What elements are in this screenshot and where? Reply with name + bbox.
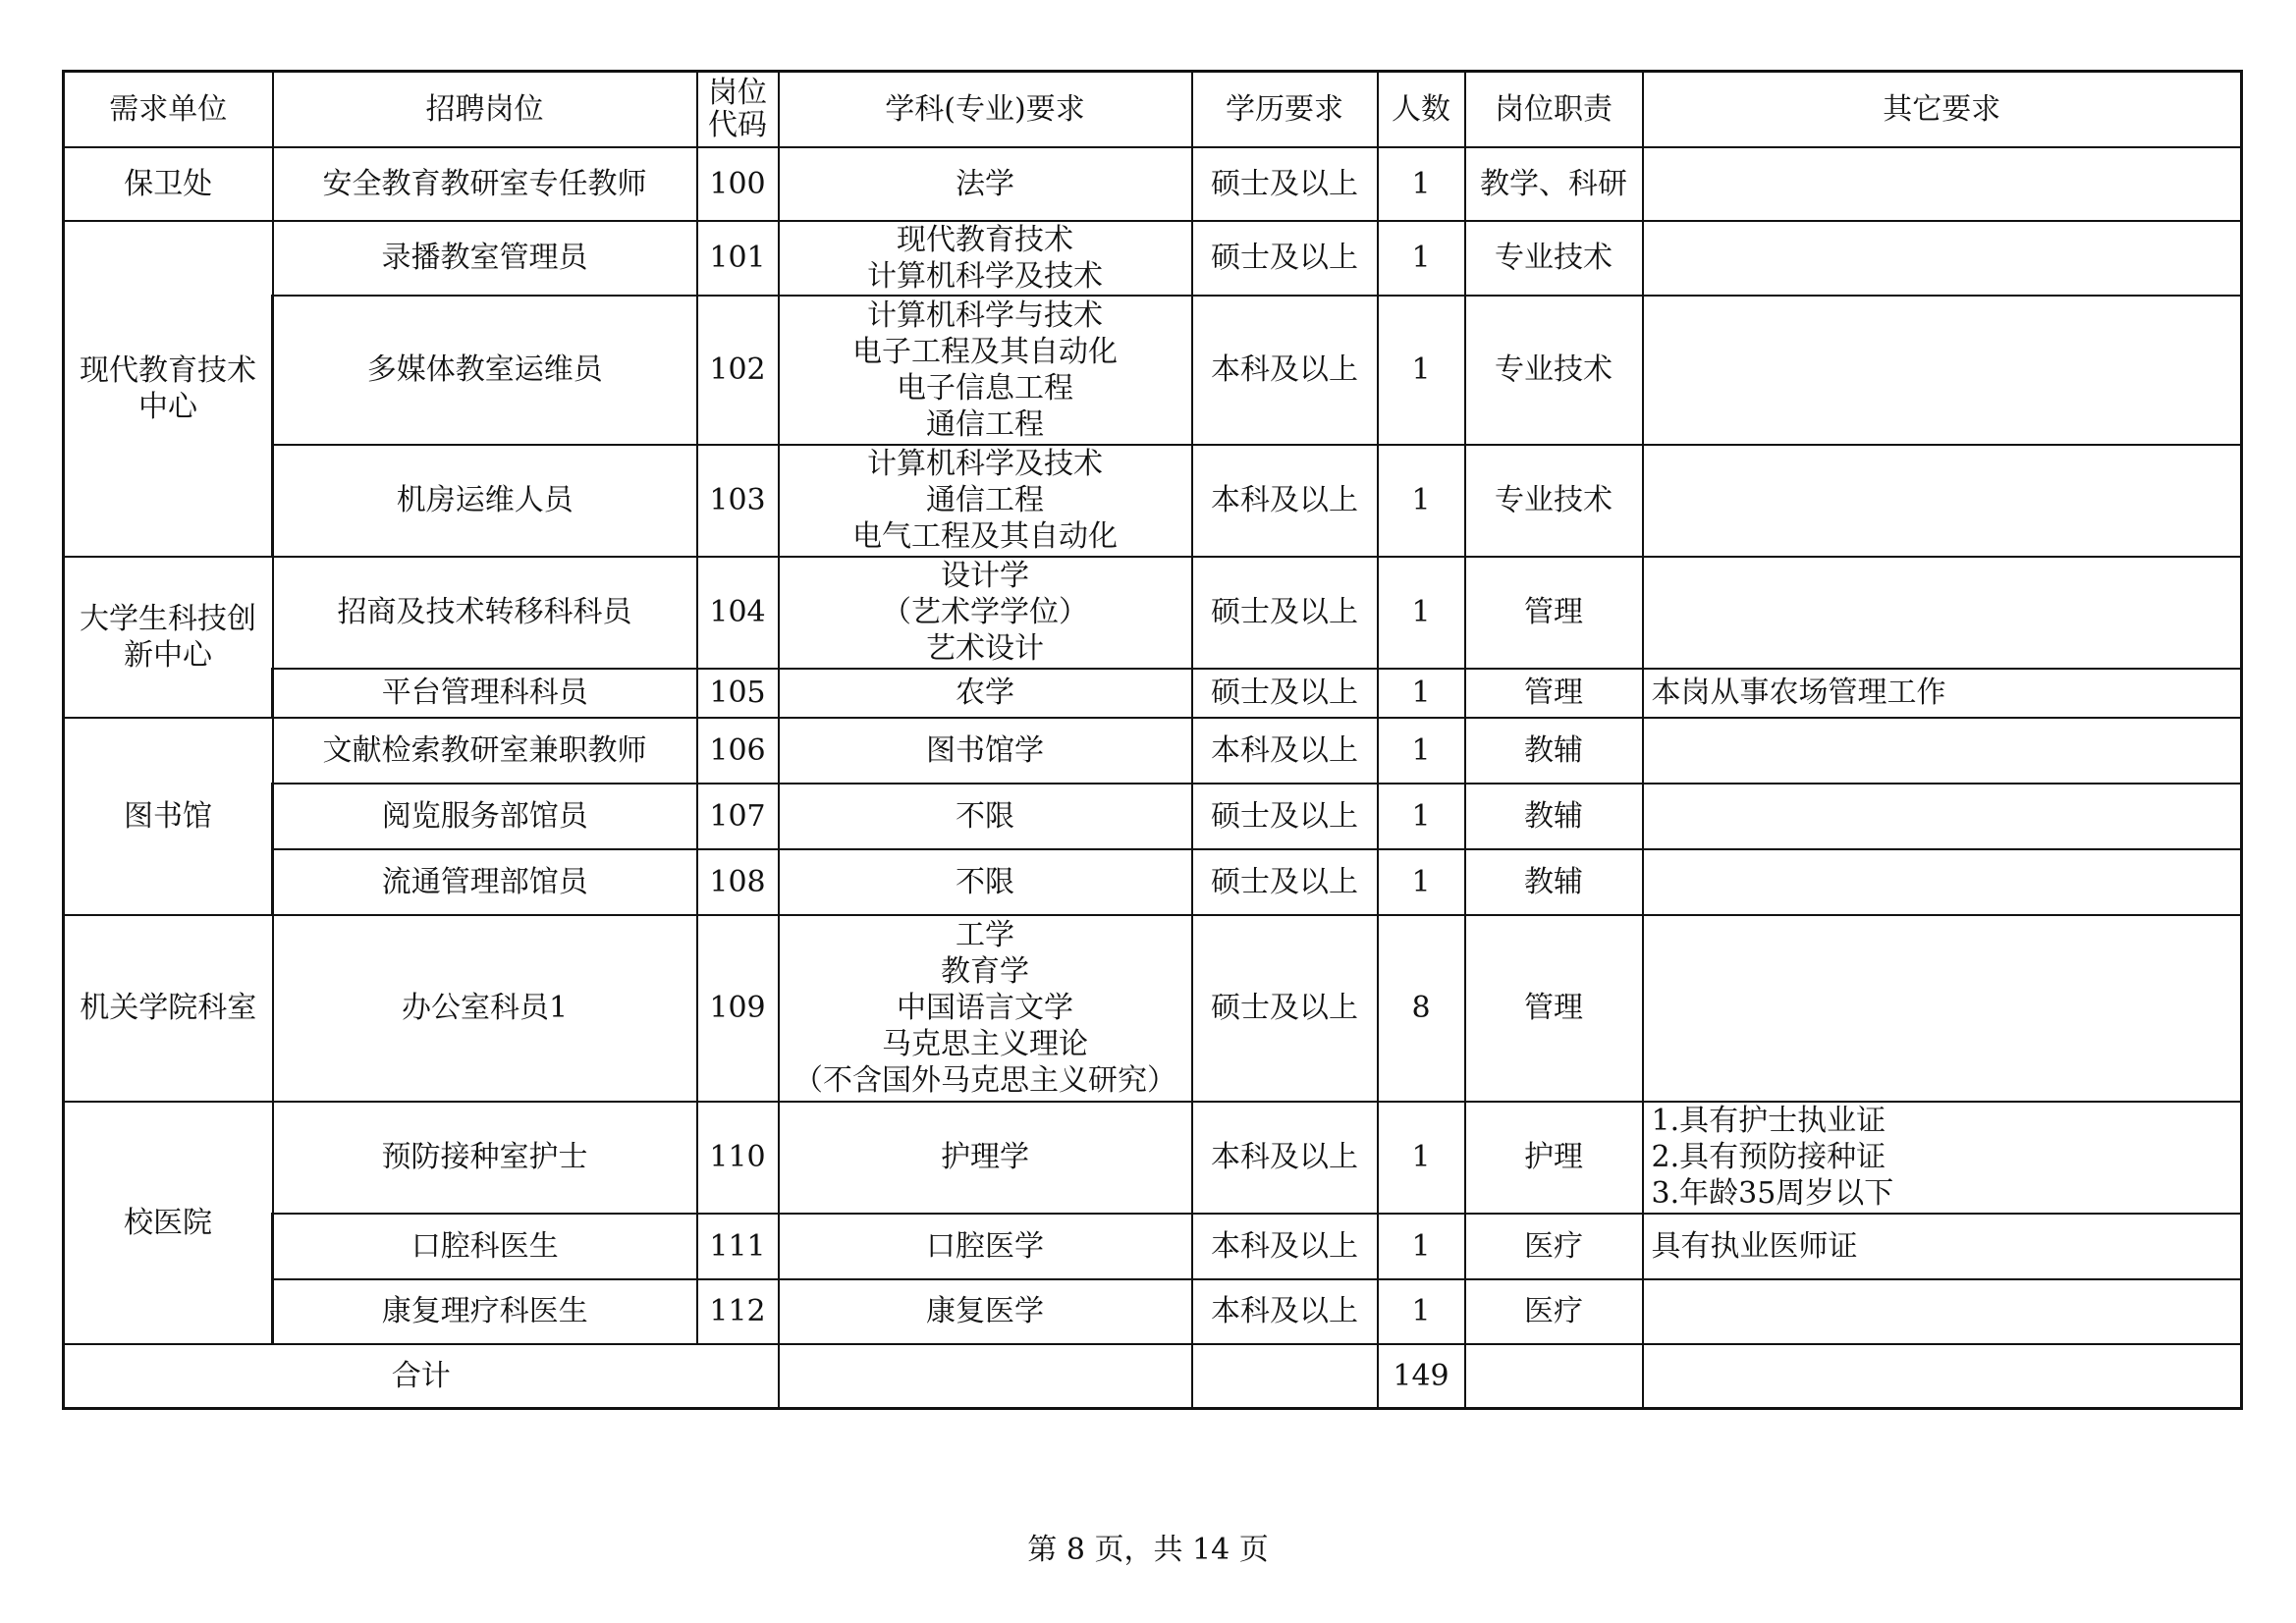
unit-cell: 现代教育技术 中心 (64, 221, 273, 557)
duty-cell: 管理 (1465, 669, 1643, 718)
majors-cell-line: 护理学 (941, 1140, 1029, 1174)
count-cell: 1 (1378, 445, 1465, 557)
majors-cell (779, 849, 1192, 915)
post-cell: 流通管理部馆员 (273, 849, 697, 915)
education-cell: 硕士及以上 (1192, 915, 1378, 1102)
post-cell: 安全教育教研室专任教师 (273, 147, 697, 221)
education-cell: 硕士及以上 (1192, 784, 1378, 849)
other-cell (1643, 296, 2242, 445)
post-cell: 办公室科员1 (273, 915, 697, 1102)
post-cell: 文献检索教研室兼职教师 (273, 718, 697, 784)
count-cell: 1 (1378, 1102, 1465, 1214)
code-cell: 102 (697, 296, 779, 445)
total-majors-empty (779, 1344, 1192, 1409)
other-cell (1643, 718, 2242, 784)
education-cell: 本科及以上 (1192, 1102, 1378, 1214)
other-cell-line: 2.具有预防接种证 (1651, 1140, 1886, 1174)
count-cell: 1 (1378, 147, 1465, 221)
table-row (64, 1102, 2242, 1214)
majors-cell-line: 农学 (956, 676, 1014, 710)
majors-cell-line: 不限 (956, 798, 1014, 834)
unit-cell: 大学生科技创 新中心 (64, 557, 273, 718)
education-cell: 硕士及以上 (1192, 221, 1378, 296)
majors-cell-line: （不含国外马克思主义研究） (793, 1063, 1176, 1098)
education-cell: 本科及以上 (1192, 445, 1378, 557)
majors-cell-line: 计算机科学及技术 (867, 447, 1103, 481)
majors-cell-line: 通信工程 (926, 406, 1044, 442)
total-label: 合计 (64, 1344, 779, 1409)
code-cell: 108 (697, 849, 779, 915)
duty-cell: 教辅 (1465, 718, 1643, 784)
other-cell (1643, 557, 2242, 669)
page-footer: 第 8 页，共 14 页 (1027, 1533, 1269, 1567)
majors-cell-line: （艺术学学位） (882, 595, 1088, 629)
other-cell (1643, 669, 2242, 718)
count-cell: 8 (1378, 915, 1465, 1102)
duty-cell: 护理 (1465, 1102, 1643, 1214)
duty-cell: 教辅 (1465, 849, 1643, 915)
majors-cell-line: 口腔医学 (926, 1228, 1044, 1264)
total-count: 149 (1378, 1344, 1465, 1409)
header-post: 招聘岗位 (273, 72, 697, 147)
count-cell: 1 (1378, 669, 1465, 718)
count-cell: 1 (1378, 221, 1465, 296)
duty-cell: 医疗 (1465, 1279, 1643, 1344)
table-row (64, 557, 2242, 669)
header-education: 学历要求 (1192, 72, 1378, 147)
majors-cell-line: 电气工程及其自动化 (852, 519, 1118, 554)
majors-cell-line: 通信工程 (926, 483, 1044, 517)
count-cell: 1 (1378, 296, 1465, 445)
code-cell: 112 (697, 1279, 779, 1344)
majors-cell-line: 现代教育技术 (897, 222, 1073, 257)
other-cell (1643, 849, 2242, 915)
unit-cell: 机关学院科室 (64, 915, 273, 1102)
header-duty: 岗位职责 (1465, 72, 1643, 147)
total-education-empty (1192, 1344, 1378, 1409)
other-cell (1643, 147, 2242, 221)
other-cell-line: 本岗从事农场管理工作 (1651, 676, 1946, 710)
majors-cell-line: 电子信息工程 (897, 370, 1073, 406)
majors-cell (779, 221, 1192, 296)
majors-cell-line: 计算机科学及技术 (867, 258, 1103, 294)
post-cell: 多媒体教室运维员 (273, 296, 697, 445)
table-body (64, 147, 2242, 1344)
table-row (64, 147, 2242, 221)
majors-cell (779, 557, 1192, 669)
code-cell: 109 (697, 915, 779, 1102)
education-cell: 硕士及以上 (1192, 557, 1378, 669)
other-cell-line: 具有执业医师证 (1651, 1228, 1858, 1264)
post-cell: 口腔科医生 (273, 1214, 697, 1279)
education-cell: 本科及以上 (1192, 1214, 1378, 1279)
table-row (64, 1214, 2242, 1279)
majors-cell-line: 教育学 (941, 954, 1029, 989)
total-other-empty (1643, 1344, 2242, 1409)
education-cell: 硕士及以上 (1192, 669, 1378, 718)
duty-cell: 专业技术 (1465, 445, 1643, 557)
education-cell: 本科及以上 (1192, 296, 1378, 445)
code-cell: 104 (697, 557, 779, 669)
majors-cell-line: 工学 (956, 918, 1014, 952)
table-row (64, 849, 2242, 915)
count-cell: 1 (1378, 1214, 1465, 1279)
table-row (64, 445, 2242, 557)
table-row (64, 1279, 2242, 1344)
majors-cell (779, 147, 1192, 221)
majors-cell (779, 445, 1192, 557)
majors-cell (779, 915, 1192, 1102)
count-cell: 1 (1378, 557, 1465, 669)
post-cell: 录播教室管理员 (273, 221, 697, 296)
duty-cell: 专业技术 (1465, 221, 1643, 296)
table-row (64, 784, 2242, 849)
majors-cell-line: 电子工程及其自动化 (852, 334, 1118, 369)
other-cell (1643, 784, 2242, 849)
post-cell: 平台管理科科员 (273, 669, 697, 718)
majors-cell-line: 康复医学 (926, 1294, 1044, 1328)
post-cell: 机房运维人员 (273, 445, 697, 557)
code-cell: 107 (697, 784, 779, 849)
header-code: 岗位 代码 (697, 72, 779, 147)
majors-cell-line: 中国语言文学 (897, 991, 1073, 1025)
other-cell (1643, 1102, 2242, 1214)
majors-cell (779, 784, 1192, 849)
education-cell: 硕士及以上 (1192, 849, 1378, 915)
majors-cell (779, 669, 1192, 718)
unit-cell: 图书馆 (64, 718, 273, 915)
other-cell (1643, 1279, 2242, 1344)
table-row (64, 669, 2242, 718)
total-row (64, 1344, 2242, 1409)
majors-cell-line: 计算机科学与技术 (867, 298, 1103, 333)
post-cell: 招商及技术转移科科员 (273, 557, 697, 669)
duty-cell: 教学、科研 (1465, 147, 1643, 221)
duty-cell: 专业技术 (1465, 296, 1643, 445)
education-cell: 本科及以上 (1192, 1279, 1378, 1344)
unit-cell: 保卫处 (64, 147, 273, 221)
other-cell (1643, 221, 2242, 296)
majors-cell-line: 不限 (956, 864, 1014, 899)
other-cell-line: 3.年龄35周岁以下 (1651, 1176, 1894, 1211)
duty-cell: 管理 (1465, 557, 1643, 669)
code-cell: 100 (697, 147, 779, 221)
header-other: 其它要求 (1643, 72, 2242, 147)
majors-cell-line: 图书馆学 (926, 732, 1044, 768)
education-cell: 本科及以上 (1192, 718, 1378, 784)
post-cell: 康复理疗科医生 (273, 1279, 697, 1344)
code-cell: 111 (697, 1214, 779, 1279)
majors-cell (779, 1279, 1192, 1344)
duty-cell: 教辅 (1465, 784, 1643, 849)
other-cell (1643, 915, 2242, 1102)
header-count: 人数 (1378, 72, 1465, 147)
unit-cell: 校医院 (64, 1102, 273, 1344)
table-row (64, 718, 2242, 784)
code-cell: 106 (697, 718, 779, 784)
code-cell: 101 (697, 221, 779, 296)
majors-cell-line: 马克思主义理论 (882, 1027, 1088, 1061)
total-duty-empty (1465, 1344, 1643, 1409)
header-majors: 学科(专业)要求 (779, 72, 1192, 147)
duty-cell: 医疗 (1465, 1214, 1643, 1279)
majors-cell (779, 1214, 1192, 1279)
table-row (64, 221, 2242, 296)
post-cell: 阅览服务部馆员 (273, 784, 697, 849)
count-cell: 1 (1378, 849, 1465, 915)
code-cell: 110 (697, 1102, 779, 1214)
majors-cell-line: 设计学 (941, 559, 1029, 593)
code-cell: 105 (697, 669, 779, 718)
majors-cell-line: 艺术设计 (926, 631, 1044, 666)
majors-cell (779, 718, 1192, 784)
majors-cell-line: 法学 (956, 166, 1014, 201)
recruitment-table (62, 70, 2243, 1410)
post-cell: 预防接种室护士 (273, 1102, 697, 1214)
count-cell: 1 (1378, 1279, 1465, 1344)
other-cell-line: 1.具有护士执业证 (1651, 1104, 1886, 1138)
count-cell: 1 (1378, 784, 1465, 849)
majors-cell (779, 1102, 1192, 1214)
header-unit: 需求单位 (64, 72, 273, 147)
table-row (64, 915, 2242, 1102)
code-cell: 103 (697, 445, 779, 557)
education-cell: 硕士及以上 (1192, 147, 1378, 221)
header-row (64, 72, 2242, 147)
table-row (64, 296, 2242, 445)
other-cell (1643, 445, 2242, 557)
count-cell: 1 (1378, 718, 1465, 784)
majors-cell (779, 296, 1192, 445)
duty-cell: 管理 (1465, 915, 1643, 1102)
other-cell (1643, 1214, 2242, 1279)
